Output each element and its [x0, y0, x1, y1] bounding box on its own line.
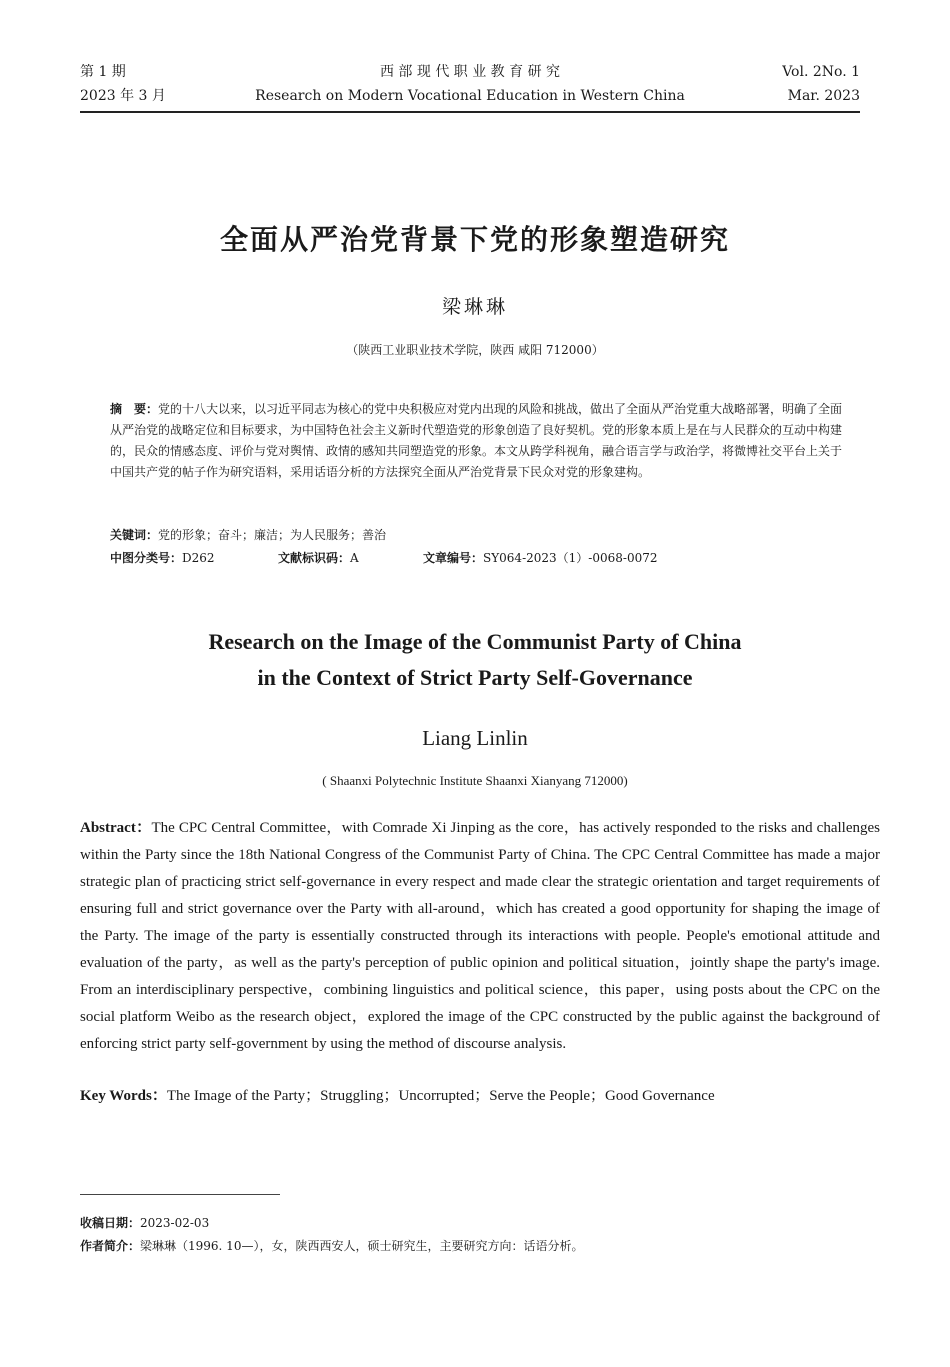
abstract-en-label: Abstract：	[80, 820, 152, 836]
keywords-cn-text: 党的形象；奋斗；廉洁；为人民服务；善治	[158, 528, 387, 542]
clc-field	[110, 551, 215, 565]
header-center	[80, 60, 860, 108]
abstract-cn-label: 摘 要：	[110, 402, 159, 416]
page-header	[80, 60, 860, 110]
keywords-en	[80, 1084, 880, 1108]
volume-number: Vol. 2No. 1	[782, 64, 860, 80]
bio-value: 梁琳琳（1996. 10—），女，陕西西安人，硕士研究生，主要研究方向：话语分析。	[140, 1239, 584, 1253]
abstract-cn	[110, 399, 852, 483]
article-number-value: SY064-2023（1）-0068-0072	[483, 551, 658, 565]
keywords-en-label: Key Words：	[80, 1088, 167, 1104]
journal-name-cn: 西 部 现 代 职 业 教 育 研 究	[379, 64, 561, 80]
header-right	[782, 60, 860, 108]
title-en-line-1: Research on the Image of the Communist Party of China	[208, 629, 742, 654]
received-value: 2023-02-03	[140, 1216, 210, 1230]
paper-title-cn: 全面从严治党背景下党的形象塑造研究	[219, 223, 730, 256]
received-label: 收稿日期：	[80, 1216, 141, 1230]
footnote-rule	[80, 1194, 280, 1195]
header-rule	[80, 111, 860, 113]
keywords-cn	[110, 525, 852, 545]
title-en-line-2: in the Context of Strict Party Self-Governance	[257, 665, 693, 690]
keywords-cn-label: 关键词：	[110, 528, 159, 542]
author-name-cn: 梁琳琳	[441, 296, 508, 318]
article-number-label: 文章编号：	[423, 551, 484, 565]
issue-number: 第 1 期	[80, 64, 126, 80]
doc-code-label: 文献标识码：	[278, 551, 351, 565]
abstract-cn-text: 党的十八大以来，以习近平同志为核心的党中央积极应对党内出现的风险和挑战，做出了全面从严治党重大战略部署，明确了全面从严治党的战略定位和目标要求，为中国特色社会主义新时代塑造党的形象创造了良好契机。党的形象本质上是在与人民群众的互动中构建的，民众的情感态度、评价与党对舆情、政情的感知共同塑造党的形象。本文从跨学科视角，融合语言学与政治学，将微博社交平台上关于中国共产党的帖子作为研究语料，采用话语分析的方法探究全面从严治党背景下民众对党的形象建构。	[110, 402, 843, 479]
clc-label: 中图分类号：	[110, 551, 183, 565]
journal-name-en: Research on Modern Vocational Education in Western China	[255, 88, 685, 104]
doc-code-value: A	[350, 551, 359, 565]
article-number-field	[423, 548, 657, 568]
author-name-en: Liang Linlin	[422, 726, 528, 750]
issue-date-en: Mar. 2023	[787, 88, 860, 104]
affiliation-cn: （陕西工业职业技术学院，陕西 咸阳 712000）	[346, 343, 604, 357]
issue-date-cn: 2023 年 3 月	[80, 88, 166, 104]
keywords-en-text: The Image of the Party；Struggling；Uncorrupted；Serve the People；Good Governance	[166, 1088, 715, 1104]
clc-value: D262	[182, 551, 215, 565]
abstract-en-text: The CPC Central Committee，with Comrade Xi Jinping as the core，has actively responded to the risks and challenges within the Party since the 18th National Congress of the Communist Party of China. The CPC Central Committee has made a major strategic plan of practicing strict self-governance in every respect and made clear the strategic orientation and target requirements of ensuring full and strict governance over the Party with all-around，which has created a good opportunity for shaping the image of the Party. The image of the party is essentially constructed through its interactions with people. People's emotional attitude and evaluation of the party，as well as the party's perception of public opinion and political situation，jointly shape the party's image. From an interdisciplinary perspective，combining linguistics and political science，this paper，using posts about the CPC on the social platform Weibo as the research object，explored the image of the CPC constructed by the public against the background of enforcing strict party self-government by using the method of discourse analysis.	[80, 820, 880, 1052]
classification-row	[110, 548, 852, 568]
footnote-received	[80, 1213, 209, 1233]
paper-title-en	[0, 624, 950, 696]
doc-code-field	[278, 548, 359, 568]
footnote-author-bio	[80, 1236, 583, 1256]
bio-label: 作者简介：	[80, 1239, 141, 1253]
affiliation-en: ( Shaanxi Polytechnic Institute Shaanxi Xianyang 712000)	[322, 773, 628, 788]
abstract-en	[80, 815, 880, 1058]
